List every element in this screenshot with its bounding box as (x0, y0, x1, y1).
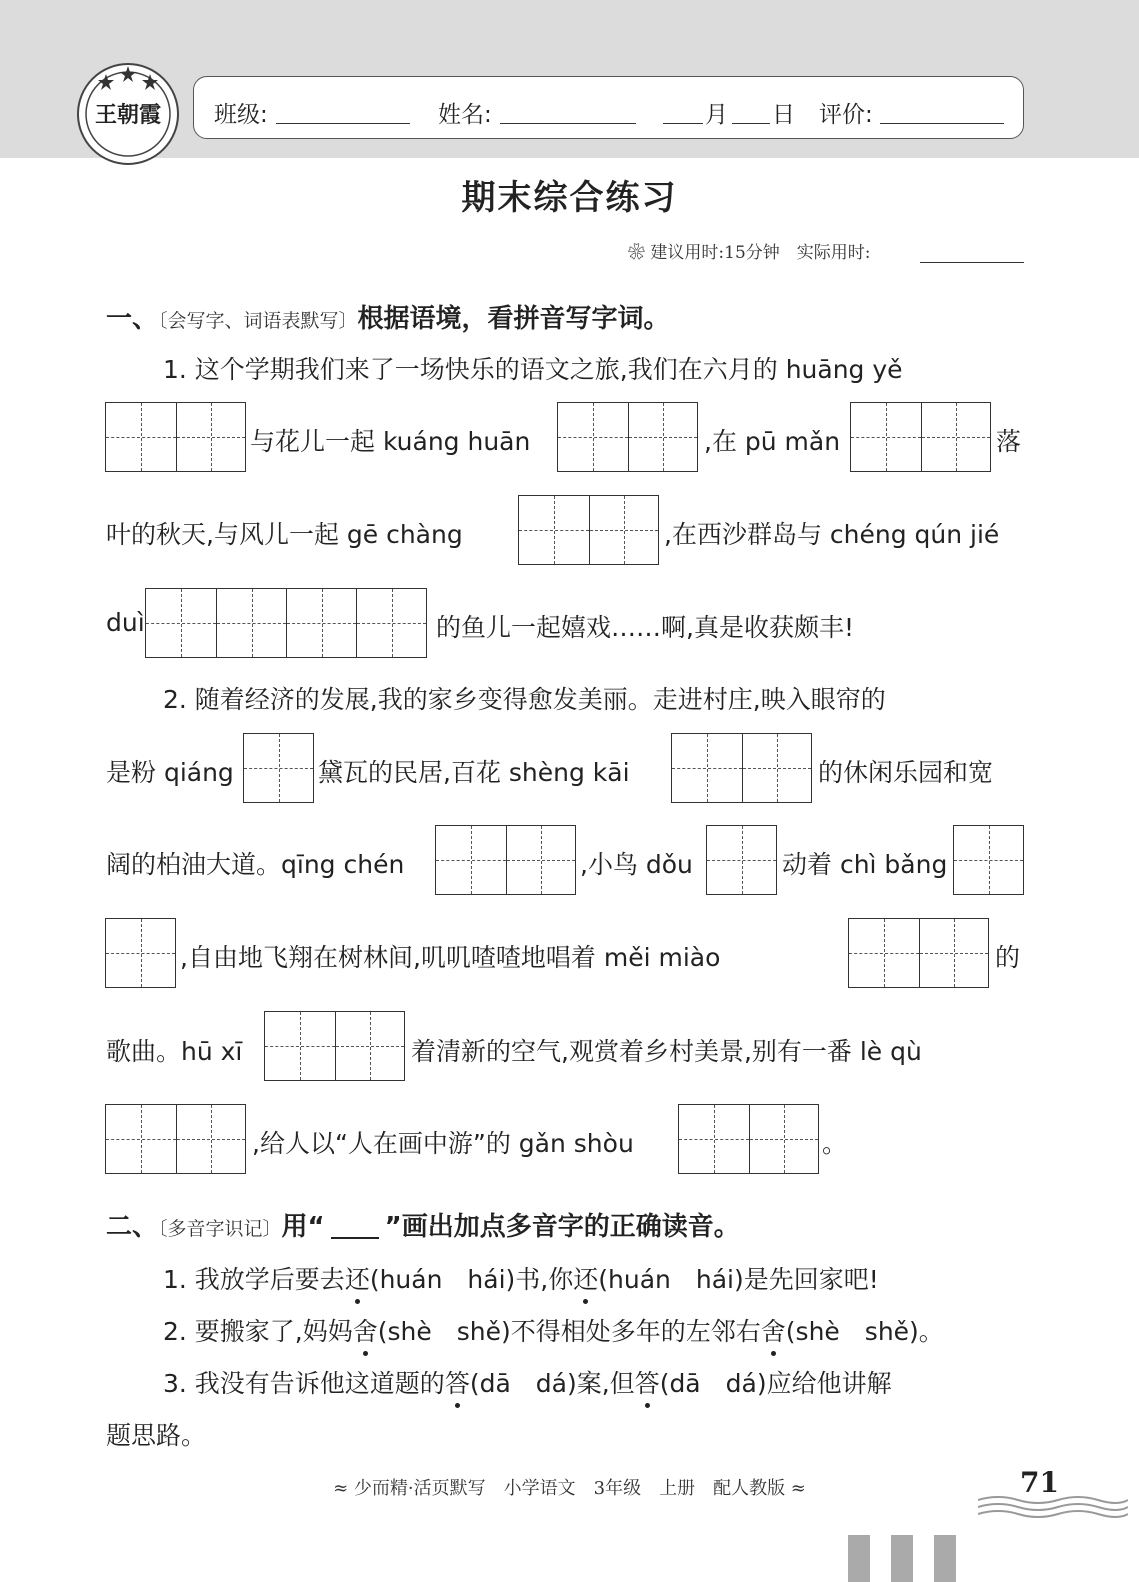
class-label: 班级: (214, 102, 268, 128)
month-field[interactable] (663, 123, 703, 124)
answer-grid-chibang-1[interactable] (953, 825, 1024, 895)
class-field[interactable] (276, 123, 410, 124)
q2-options-2[interactable]: (shè shě)。 (785, 1317, 944, 1346)
day-field[interactable] (732, 123, 770, 124)
p2-line3a: 阔的柏油大道。qīng chén (106, 850, 405, 879)
q2-text-a: 2. 要搬家了,妈妈 (163, 1317, 353, 1346)
answer-grid-chibang-2[interactable] (105, 918, 176, 988)
answer-grid-qiang[interactable] (243, 733, 314, 803)
page-title: 期末综合练习 (461, 178, 678, 218)
question-1 (163, 1260, 879, 1296)
q2-options-1[interactable]: (shè shě)不得相处多年的左邻右 (377, 1317, 761, 1346)
q3-options-1[interactable]: (dā dá)案,但 (469, 1369, 635, 1398)
day-label: 日 (772, 102, 795, 128)
answer-grid-meimiao[interactable] (848, 918, 989, 988)
p1-line3b: ,在西沙群岛与 chéng qún jié (664, 520, 1000, 549)
answer-grid-shengkai[interactable] (671, 733, 812, 803)
q1-options-2[interactable]: (huán hái)是先回家吧! (598, 1265, 879, 1294)
answer-grid-qingchen[interactable] (435, 825, 576, 895)
section2-tag: 〔多音字识记〕 (158, 1218, 282, 1240)
section2-title-b: ”画出加点多音字的正确读音。 (384, 1212, 740, 1242)
answer-grid-huangye[interactable] (105, 402, 246, 472)
p2-line6a: ,给人以“人在画中游”的 gǎn shòu (252, 1129, 634, 1158)
edge-bar-3 (934, 1535, 956, 1582)
q3-options-2[interactable]: (dā dá)应给他讲解 (659, 1369, 892, 1398)
p1-line3a: 叶的秋天,与风儿一起 gē chàng (106, 520, 463, 549)
p2-line3b: ,小鸟 dǒu (580, 850, 693, 879)
eval-label: 评价: (819, 102, 873, 128)
p1-line4a: duì (106, 608, 145, 637)
q1-options-1[interactable]: (huán hái)书,你 (369, 1265, 574, 1294)
answer-grid-huxi[interactable] (264, 1011, 405, 1081)
underline-sample (331, 1237, 379, 1239)
q1-dotted-char-2: 还 (573, 1265, 599, 1294)
p1-line4b: 的鱼儿一起嬉戏……啊,真是收获颇丰! (436, 613, 854, 642)
footer-text: ≈ 少而精·活页默写 小学语文 3年级 上册 配人教版 ≈ (333, 1478, 806, 1499)
q1-text-a: 1. 我放学后要去 (163, 1265, 345, 1294)
p2-line2b: 黛瓦的民居,百花 shèng kāi (318, 758, 630, 787)
suggested-time (628, 238, 871, 263)
q3-dotted-char-2: 答 (634, 1369, 660, 1398)
p1-line2a: 与花儿一起 kuáng huān (250, 427, 531, 456)
p1-line1: 1. 这个学期我们来了一场快乐的语文之旅,我们在六月的 huāng yě (163, 355, 903, 384)
p2-line5a: 歌曲。hū xī (106, 1037, 243, 1066)
publisher-logo (76, 62, 180, 166)
q3-dotted-char-1: 答 (444, 1369, 470, 1398)
p1-line2b: ,在 pū mǎn (704, 427, 841, 456)
q3-text-a: 3. 我没有告诉他这道题的 (163, 1369, 445, 1398)
answer-grid-puman[interactable] (850, 402, 991, 472)
p2-line6b: 。 (822, 1129, 848, 1158)
question-3-cont: 题思路。 (106, 1421, 207, 1450)
svg-text:王朝霞: 王朝霞 (94, 102, 162, 128)
section2-heading (106, 1206, 740, 1243)
month-label: 月 (705, 102, 728, 128)
p2-line2a: 是粉 qiáng (106, 758, 234, 787)
answer-grid-chengqunjiedui[interactable] (145, 588, 427, 658)
p2-line2c: 的休闲乐园和宽 (818, 758, 994, 787)
wave-decoration (978, 1494, 1128, 1518)
name-label: 姓名: (438, 102, 492, 128)
actual-time-field[interactable] (920, 262, 1024, 263)
p1-line2c: 落 (996, 427, 1022, 456)
edge-bar-1 (848, 1535, 870, 1582)
q1-dotted-char-1: 还 (344, 1265, 370, 1294)
answer-grid-ganshou[interactable] (678, 1104, 819, 1174)
p2-line4b: 的 (995, 943, 1021, 972)
p2-line4a: ,自由地飞翔在树林间,叽叽喳喳地唱着 měi miào (180, 943, 721, 972)
section1-heading (106, 298, 670, 335)
question-3 (163, 1364, 892, 1400)
name-field[interactable] (500, 123, 636, 124)
section1-title: 根据语境，看拼音写字词。 (357, 304, 670, 334)
section2-title-a: 用“ (281, 1212, 325, 1242)
answer-grid-gechang[interactable] (518, 495, 659, 565)
answer-grid-lequ[interactable] (105, 1104, 246, 1174)
answer-grid-dou[interactable] (706, 825, 777, 895)
answer-grid-kuanghuan[interactable] (557, 402, 698, 472)
clock-icon: ❀ (628, 243, 651, 263)
q2-dotted-char-1: 舍 (352, 1317, 378, 1346)
section1-tag: 〔会写字、词语表默写〕 (158, 310, 358, 332)
section1-number: 一、 (106, 304, 159, 334)
edge-bar-2 (891, 1535, 913, 1582)
p2-line1: 2. 随着经济的发展,我的家乡变得愈发美丽。走进村庄,映入眼帘的 (163, 685, 886, 714)
p2-line3c: 动着 chì bǎng (782, 850, 948, 879)
p2-line5b: 着清新的空气,观赏着乡村美景,别有一番 lè qù (411, 1037, 922, 1066)
time-text: 建议用时:15分钟 实际用时: (650, 243, 871, 263)
q2-dotted-char-2: 舍 (760, 1317, 786, 1346)
student-info-box (193, 76, 1024, 139)
question-2 (163, 1312, 944, 1348)
eval-field[interactable] (880, 123, 1004, 124)
section2-number: 二、 (106, 1212, 159, 1242)
page-number: 71 (1020, 1466, 1059, 1499)
